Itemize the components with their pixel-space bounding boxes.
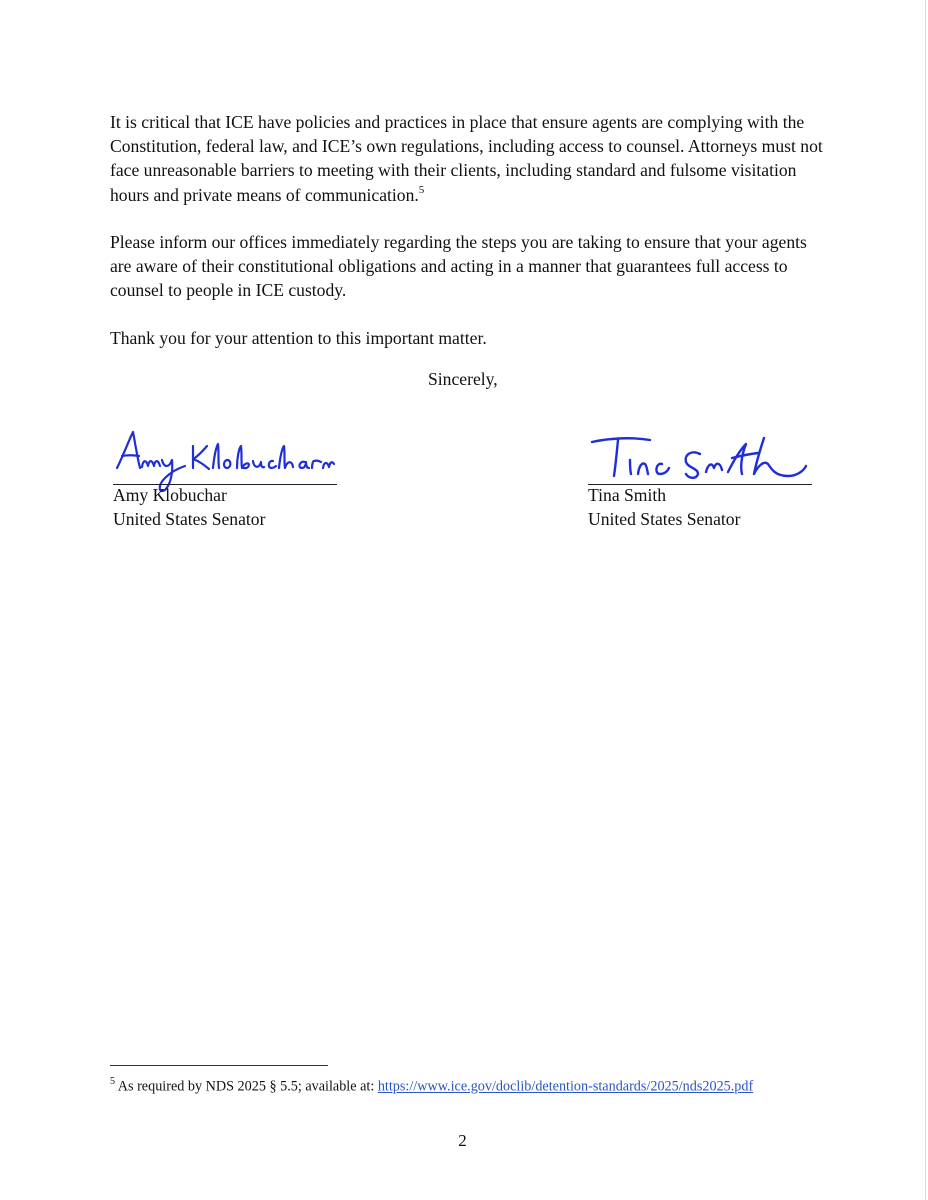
page-number: 2 [458, 1131, 467, 1150]
paragraph-request: Please inform our offices immediately regarding the steps you are taking to ensure that your agents are aware of their constitutional obligations and acting in a manner that guarantees full access to counsel to people in ICE custody. [110, 232, 807, 301]
signatory-title-smith: United States Senator [588, 509, 741, 529]
footnote-link[interactable]: https://www.ice.gov/doclib/detention-standards/2025/nds2025.pdf [377, 1078, 754, 1095]
signature-block-klobuchar [113, 420, 337, 530]
signatory-title-klobuchar: United States Senator [113, 509, 266, 529]
footnote-number: 5 [110, 1076, 115, 1087]
signatory-name-klobuchar: Amy Klobuchar [113, 485, 227, 505]
footnote-5 [110, 1073, 753, 1097]
paragraph-thanks: Thank you for your attention to this important matter. [110, 328, 487, 348]
footnote-separator [110, 1065, 328, 1066]
footnote-text: As required by NDS 2025 § 5.5; available at: [117, 1078, 378, 1095]
signatory-name-smith: Tina Smith [588, 485, 667, 505]
footnote-reference[interactable]: 5 [418, 183, 425, 196]
closing-salutation: Sincerely, [428, 369, 498, 389]
paragraph-access-to-counsel [110, 110, 830, 207]
signature-block-smith [588, 420, 812, 530]
paragraph-1-text: It is critical that ICE have policies and practices in place that ensure agents are complying with the Constitution, federal law, and ICE’s own regulations, including access to counsel. Attorneys must not face unreasonable barriers to meeting with their clients, including standard and fulsome visitation hours and private means of communication. [110, 112, 823, 205]
